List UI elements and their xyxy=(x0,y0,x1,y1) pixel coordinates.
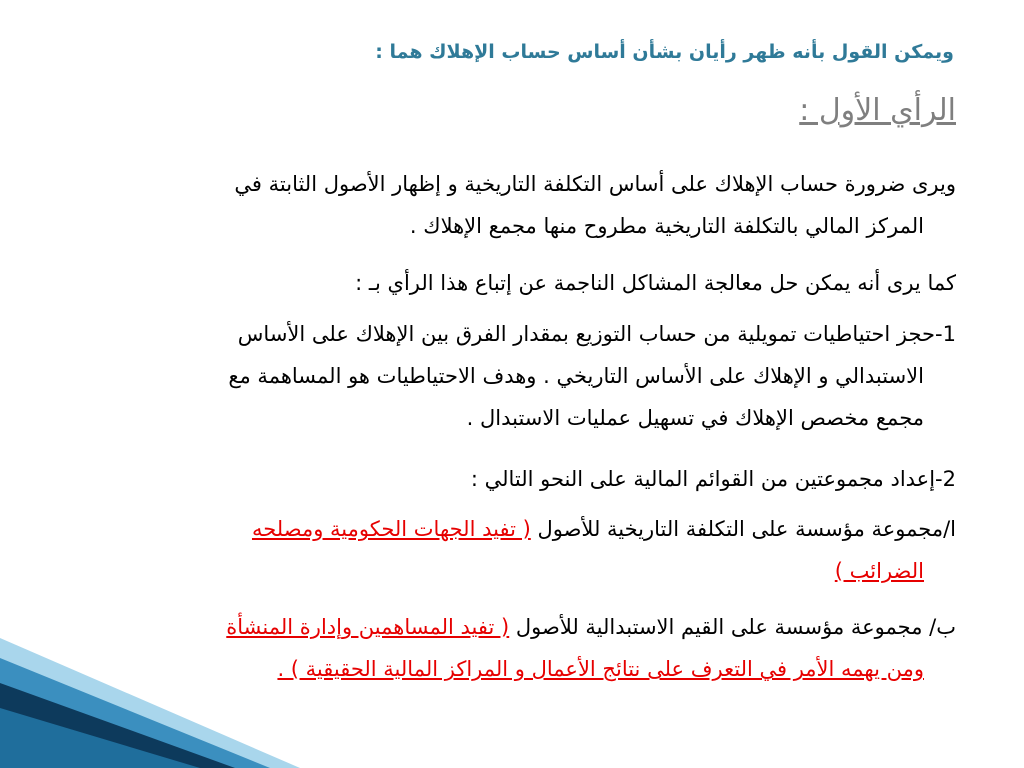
highlight-line xyxy=(66,550,956,592)
sub-item-text: ا/مجموعة مؤسسة على التكلفة التاريخية للأصول xyxy=(530,517,956,541)
highlight-text: ( تفيد الجهات الحكومية ومصلحه xyxy=(251,517,531,541)
sub-item-a xyxy=(66,508,956,592)
section-heading: الرأي الأول : xyxy=(799,93,956,128)
paragraph-first-view xyxy=(66,163,956,247)
highlight-text: ومن يهمه الأمر في التعرف على نتائج الأعمال و المراكز المالية الحقيقية ) . xyxy=(277,657,924,681)
sub-item-b xyxy=(66,606,956,690)
paragraph-line: مجمع مخصص الإهلاك في تسهيل عمليات الاستبدال . xyxy=(466,406,924,430)
list-item-1 xyxy=(66,313,956,439)
list-item-2: 2-إعداد مجموعتين من القوائم المالية على النحو التالي : xyxy=(470,467,956,491)
paragraph-line: الاستبدالي و الإهلاك على الأساس التاريخي . وهدف الاحتياطيات هو المساهمة مع xyxy=(228,364,924,388)
paragraph-line: المركز المالي بالتكلفة التاريخية مطروح منها مجمع الإهلاك . xyxy=(409,214,924,238)
paragraph-solution-intro: كما يرى أنه يمكن حل معالجة المشاكل الناجمة عن إتباع هذا الرأي بـ : xyxy=(355,271,956,295)
highlight-line xyxy=(66,648,956,690)
highlight-text: ( تفيد المساهمين وإدارة المنشأة xyxy=(226,615,510,639)
paragraph-line: ويرى ضرورة حساب الإهلاك على أساس التكلفة التاريخية و إظهار الأصول الثابتة في xyxy=(234,172,956,196)
intro-text: ويمكن القول بأنه ظهر رأيان بشأن أساس حساب الإهلاك هما : xyxy=(375,41,954,63)
paragraph-line: 1-حجز احتياطيات تمويلية من حساب التوزيع بمقدار الفرق بين الإهلاك على الأساس xyxy=(237,322,956,346)
highlight-text: الضرائب ) xyxy=(834,559,924,583)
sub-item-text: ب/ مجموعة مؤسسة على القيم الاستبدالية للأصول xyxy=(509,615,956,639)
